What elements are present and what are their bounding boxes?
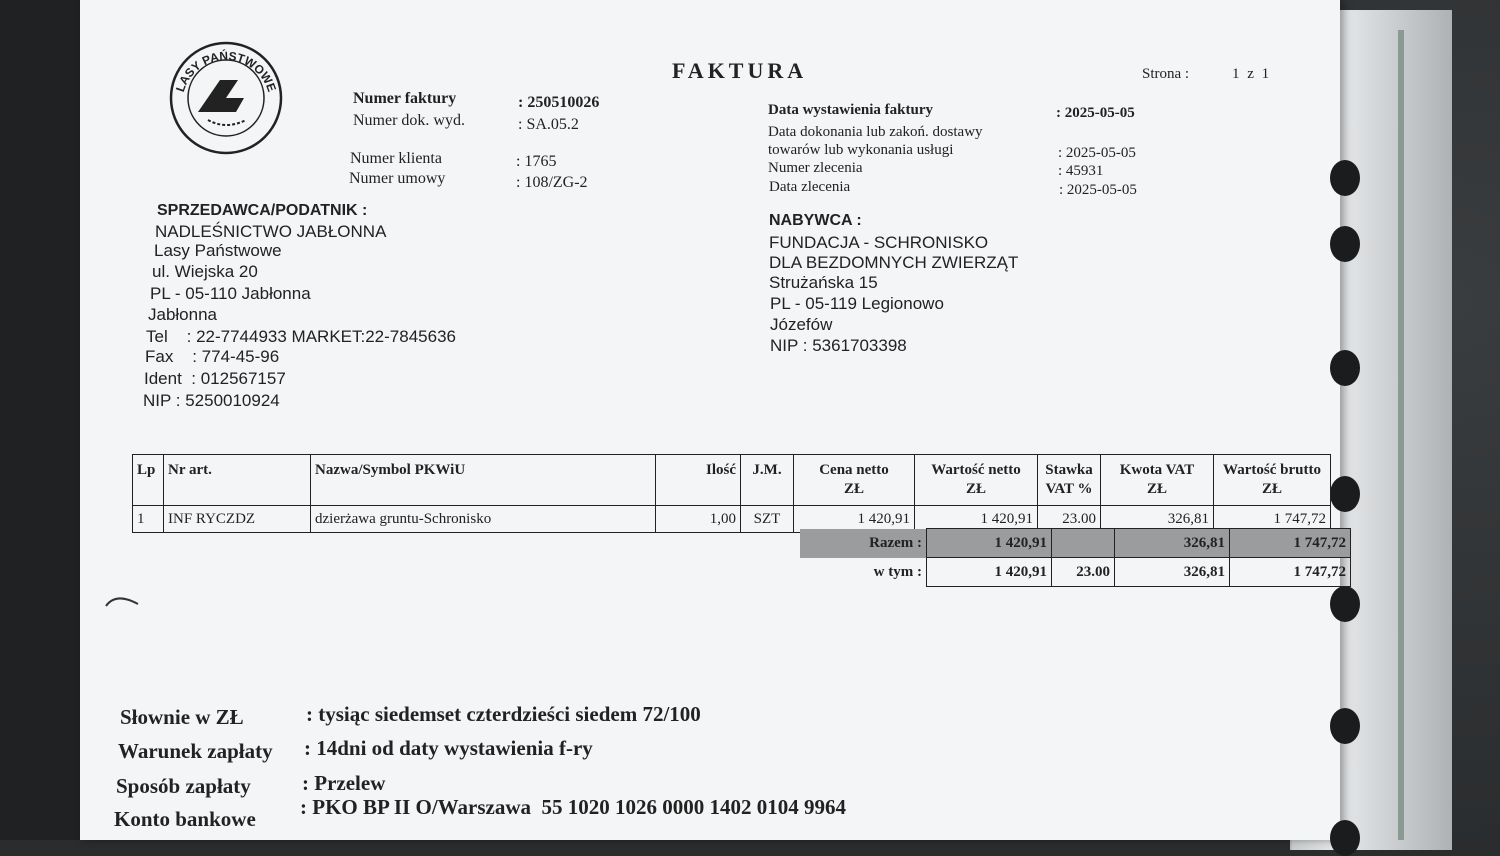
- slownie-value: : tysiąc siedemset czterdzieści siedem 72/100: [306, 702, 701, 726]
- page-value: 1 z 1: [1232, 66, 1272, 82]
- col-kwota-vat-line2: ZŁ: [1146, 481, 1167, 497]
- row-wartosc-brutto: 1 747,72: [1214, 506, 1331, 533]
- delivery-date-label-1: Data dokonania lub zakoń. dostawy: [768, 124, 983, 140]
- punch-hole: [1330, 226, 1360, 262]
- konto-label: Konto bankowe: [114, 807, 256, 831]
- sleeve-stripe: [1398, 30, 1404, 840]
- seller-name: NADLEŚNICTWO JABŁONNA: [155, 222, 387, 241]
- col-jm: J.M.: [741, 455, 794, 506]
- row-ilosc: 1,00: [656, 506, 741, 533]
- row-nr-art: INF RYCZDZ: [164, 506, 311, 533]
- col-stawka: [1038, 455, 1101, 506]
- razem-brutto: 1 747,72: [1230, 529, 1351, 558]
- doc-number-value: : SA.05.2: [518, 116, 579, 133]
- contract-number-label: Numer umowy: [349, 170, 446, 187]
- row-stawka: 23.00: [1038, 506, 1101, 533]
- warunek-value: : 14dni od daty wystawienia f-ry: [304, 736, 593, 760]
- col-cena-netto-line1: Cena netto: [819, 462, 889, 478]
- buyer-street: Strużańska 15: [769, 273, 878, 292]
- buyer-name-1: FUNDACJA - SCHRONISKO: [769, 233, 989, 252]
- client-number-label: Numer klienta: [350, 150, 442, 167]
- row-jm: SZT: [741, 506, 794, 533]
- seller-heading: SPRZEDAWCA/PODATNIK :: [157, 202, 368, 219]
- seller-org: Lasy Państwowe: [154, 241, 282, 260]
- seller-postal: PL - 05-110 Jabłonna: [150, 284, 311, 303]
- row-lp: 1: [133, 506, 164, 533]
- table-header-row: [133, 455, 1331, 506]
- doc-number-label: Numer dok. wyd.: [353, 112, 465, 129]
- items-table: [132, 454, 1331, 533]
- buyer-nip: NIP : 5361703398: [770, 336, 907, 355]
- col-nr-art: Nr art.: [164, 455, 311, 506]
- razem-kwota: 326,81: [1115, 529, 1230, 558]
- contract-number-value: : 108/ZG-2: [516, 174, 588, 191]
- page-label: Strona :: [1142, 66, 1190, 82]
- logo-text: LASY PAŃSTWOWE: [172, 48, 280, 94]
- razem-netto: 1 420,91: [927, 529, 1052, 558]
- col-nazwa: Nazwa/Symbol PKWiU: [311, 455, 656, 506]
- punch-hole: [1330, 820, 1360, 856]
- punch-hole: [1330, 476, 1360, 512]
- delivery-date-value: : 2025-05-05: [1058, 145, 1136, 161]
- punch-hole: [1330, 350, 1360, 386]
- summary-table: [800, 528, 1351, 587]
- col-wartosc-netto-line2: ZŁ: [965, 481, 986, 497]
- razem-stawka: [1052, 529, 1115, 558]
- buyer-heading: NABYWCA :: [769, 212, 862, 229]
- seller-city: Jabłonna: [148, 305, 218, 324]
- col-stawka-line2: VAT %: [1045, 481, 1093, 497]
- seller-nip: NIP : 5250010924: [143, 391, 280, 410]
- col-kwota-vat: [1101, 455, 1214, 506]
- col-cena-netto-line2: ZŁ: [843, 481, 864, 497]
- col-wartosc-brutto-line2: ZŁ: [1261, 481, 1282, 497]
- row-nazwa: dzierżawa gruntu-Schronisko: [311, 506, 656, 533]
- seller-fax: Fax : 774-45-96: [145, 347, 280, 366]
- order-date-value: : 2025-05-05: [1059, 182, 1137, 198]
- col-lp: Lp: [133, 455, 164, 506]
- warunek-label: Warunek zapłaty: [118, 739, 273, 763]
- order-date-label: Data zlecenia: [769, 179, 851, 195]
- order-number-value: : 45931: [1058, 163, 1104, 179]
- order-number-label: Numer zlecenia: [768, 160, 863, 176]
- wtym-brutto: 1 747,72: [1230, 558, 1351, 587]
- wtym-row: [800, 558, 1351, 587]
- col-wartosc-brutto-line1: Wartość brutto: [1223, 462, 1321, 478]
- wtym-label: w tym :: [873, 563, 922, 580]
- col-wartosc-netto-line1: Wartość netto: [931, 462, 1021, 478]
- konto-value: : PKO BP II O/Warszawa 55 1020 1026 0000 1402 0104 9964: [300, 795, 846, 819]
- punch-hole: [1330, 708, 1360, 744]
- invoice-number-label: Numer faktury: [353, 90, 457, 107]
- invoice-number-value: : 250510026: [518, 94, 600, 111]
- wtym-stawka: 23.00: [1052, 558, 1115, 587]
- col-wartosc-netto: [915, 455, 1038, 506]
- col-stawka-line1: Stawka: [1045, 462, 1093, 478]
- punch-hole: [1330, 160, 1360, 196]
- razem-label: Razem :: [800, 529, 927, 558]
- buyer-name-2: DLA BEZDOMNYCH ZWIERZĄT: [769, 253, 1019, 272]
- invoice-title: FAKTURA: [672, 58, 808, 83]
- seller-ident: Ident : 012567157: [144, 369, 286, 388]
- sposob-value: : Przelew: [302, 771, 386, 795]
- issue-date-label: Data wystawienia faktury: [768, 102, 933, 118]
- row-kwota-vat: 326,81: [1101, 506, 1214, 533]
- seller-tel: Tel : 22-7744933 MARKET:22-7845636: [146, 327, 456, 346]
- pen-mark-icon: [104, 590, 144, 610]
- buyer-city: Józefów: [770, 315, 833, 334]
- seller-street: ul. Wiejska 20: [152, 262, 258, 281]
- wtym-kwota: 326,81: [1115, 558, 1230, 587]
- slownie-label: Słownie w ZŁ: [120, 705, 244, 729]
- col-cena-netto: [794, 455, 915, 506]
- punch-hole: [1330, 586, 1360, 622]
- sposob-label: Sposób zapłaty: [116, 774, 251, 798]
- col-ilosc: Ilość: [656, 455, 741, 506]
- razem-row: [800, 529, 1351, 558]
- client-number-value: : 1765: [516, 153, 557, 170]
- col-wartosc-brutto: [1214, 455, 1331, 506]
- row-cena-netto: 1 420,91: [794, 506, 915, 533]
- wtym-netto: 1 420,91: [927, 558, 1052, 587]
- col-kwota-vat-line1: Kwota VAT: [1119, 462, 1195, 478]
- buyer-postal: PL - 05-119 Legionowo: [770, 294, 944, 313]
- delivery-date-label-2: towarów lub wykonania usługi: [768, 142, 954, 158]
- issue-date-value: : 2025-05-05: [1056, 105, 1135, 121]
- row-wartosc-netto: 1 420,91: [915, 506, 1038, 533]
- lasy-panstwowe-logo-icon: [168, 40, 284, 156]
